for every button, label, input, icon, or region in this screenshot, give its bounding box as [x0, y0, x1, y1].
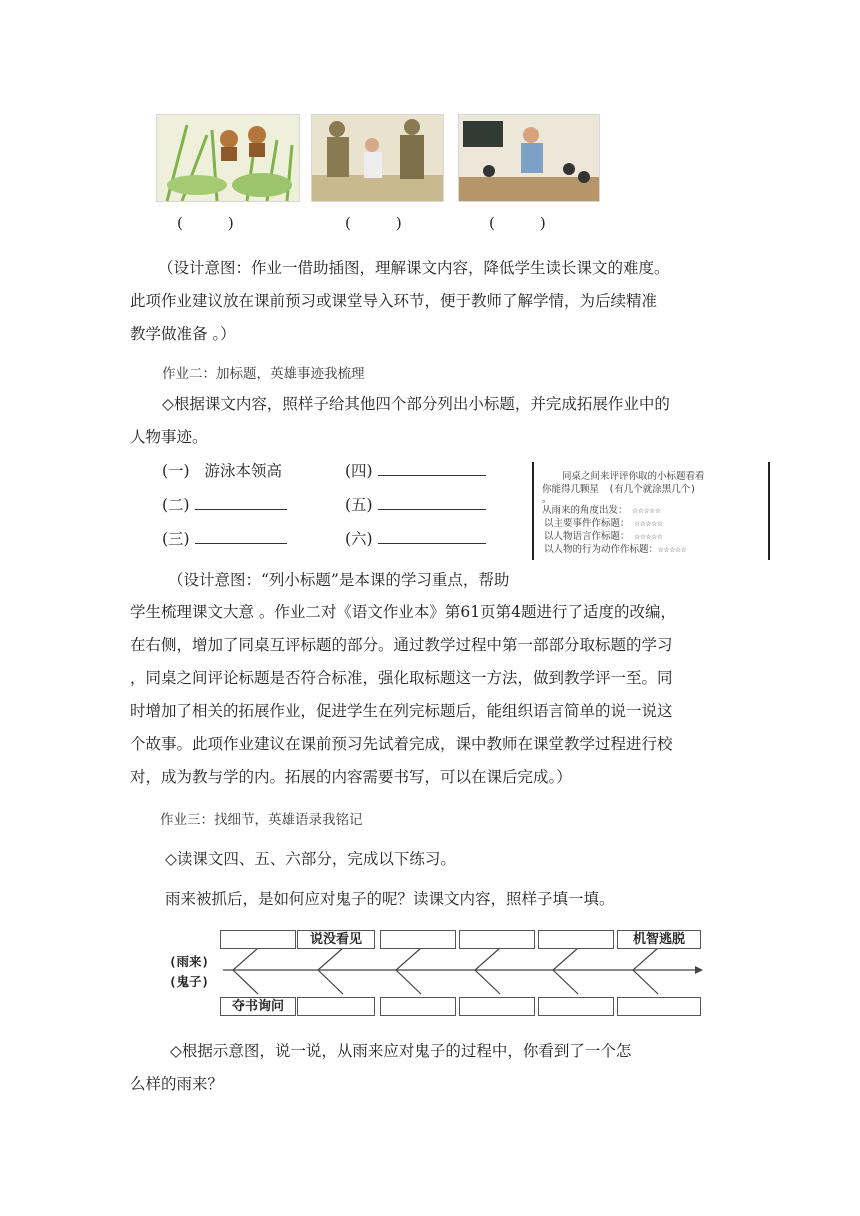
- eval-row-1[interactable]: 从雨来的角度出发： ☆☆☆☆☆: [542, 505, 661, 516]
- illustration-reeds: [156, 114, 300, 202]
- illustration-classroom: [458, 114, 600, 202]
- heading-label: (四): [345, 462, 373, 480]
- heading-blank[interactable]: [195, 495, 287, 510]
- eval-row-2[interactable]: 以主要事件作标题： ☆☆☆☆☆: [544, 518, 663, 529]
- heading-label: (一): [162, 462, 190, 480]
- fishbone-top-box-4[interactable]: [459, 930, 535, 949]
- caption-blank-1[interactable]: ( ): [177, 214, 234, 232]
- task3-instr: ◇读课文四、五、六部分，完成以下练习。: [165, 850, 456, 868]
- heading-blank[interactable]: [378, 529, 486, 544]
- label-yulai: (雨来): [169, 954, 210, 969]
- eval-dot: 。: [542, 494, 552, 505]
- fishbone-labels: [169, 952, 209, 992]
- fishbone-bottom-box-3[interactable]: [380, 997, 456, 1016]
- task3-question: 雨来被抓后，是如何应对鬼子的呢？读课文内容，照样子填一填。: [165, 890, 615, 908]
- fishbone-bottom-box-5[interactable]: [538, 997, 614, 1016]
- heading-item-4: [345, 455, 486, 488]
- heading-item-2: [162, 489, 287, 522]
- task3-title: 作业三：找细节，英雄语录我铭记: [160, 812, 363, 828]
- task2-title: 作业二：加标题，英雄事迹我梳理: [162, 366, 365, 382]
- intent1-line-2: 此项作业建议放在课前预习或课堂导入环节，便于教师了解学情，为后续精准: [130, 292, 658, 310]
- eval-row-3[interactable]: 以人物语言作标题： ☆☆☆☆☆: [544, 531, 663, 542]
- heading-label: (五): [345, 496, 373, 514]
- final-question-line-2: 么样的雨来？: [130, 1075, 224, 1093]
- task2-instr-line-1: ◇根据课文内容，照样子给其他四个部分列出小标题，并完成拓展作业中的: [162, 395, 670, 413]
- fishbone-top-box-3[interactable]: [380, 930, 456, 949]
- intent2-line-7: 对，成为教与学的内。拓展的内容需要书写，可以在课后完成。）: [130, 768, 572, 786]
- fishbone-top-box-5[interactable]: [538, 930, 614, 949]
- heading-label: (六): [345, 530, 373, 548]
- eval-line-2: 你能得几颗星 (有几个就涂黑几个): [542, 484, 696, 495]
- fishbone-bottom-box-6[interactable]: [617, 997, 701, 1016]
- peer-eval-box: [532, 462, 770, 560]
- intent1-line-3: 教学做准备 。）: [130, 325, 236, 343]
- intent2-line-4: ，同桌之间评论标题是否符合标准，强化取标题这一方法，做到教学评一至。同: [130, 669, 673, 687]
- heading-label: (二): [162, 496, 190, 514]
- eval-row-4[interactable]: 以人物的行为动作作标题：☆☆☆☆☆: [544, 544, 687, 555]
- heading-item-3: [162, 523, 287, 556]
- task2-instr-line-2: 人物事迹。: [130, 428, 208, 446]
- label-guizi: (鬼子): [169, 974, 210, 989]
- final-question-line-1: ◇根据示意图，说一说，从雨来应对鬼子的过程中，你看到了一个怎: [170, 1042, 632, 1060]
- intent2-line-5: 时增加了相关的拓展作业，促进学生在列完标题后，能组织语言简单的说一说这: [130, 702, 673, 720]
- fishbone-top-box-1[interactable]: [220, 930, 296, 949]
- illustration-soldiers: [311, 114, 444, 202]
- intent2-line-2: 学生梳理课文大意 。作业二对《语文作业本》第61页第4题进行了适度的改编，: [130, 603, 677, 621]
- caption-blank-3[interactable]: ( ): [489, 214, 546, 232]
- intent2-line-6: 个故事。此项作业建议在课前预习先试着完成，课中教师在课堂教学过程进行校: [130, 735, 673, 753]
- heading-blank[interactable]: [195, 529, 287, 544]
- heading-item-1: [162, 455, 282, 488]
- fishbone-bottom-box-1[interactable]: 夺书询问: [220, 997, 296, 1016]
- heading-blank[interactable]: [378, 461, 486, 476]
- fishbone-bottom-box-2[interactable]: [297, 997, 375, 1016]
- intent2-line-3: 在右侧，增加了同桌互评标题的部分。通过教学过程中第一部部分取标题的学习: [130, 636, 673, 654]
- fishbone-diagram: [163, 928, 703, 1020]
- caption-blank-2[interactable]: ( ): [345, 214, 402, 232]
- fishbone-bottom-box-4[interactable]: [459, 997, 535, 1016]
- fishbone-top-box-2[interactable]: 说没看见: [297, 930, 375, 949]
- fishbone-top-box-6[interactable]: 机智逃脱: [617, 930, 701, 949]
- heading-value: 游泳本领高: [204, 462, 283, 480]
- heading-label: (三): [162, 530, 190, 548]
- heading-blank[interactable]: [378, 495, 486, 510]
- heading-item-6: [345, 523, 486, 556]
- intent2-line-1: （设计意图：“列小标题”是本课的学习重点，帮助: [168, 571, 510, 589]
- eval-line-1: 同桌之间来评评你取的小标题看看: [562, 471, 705, 482]
- intent1-line-1: （设计意图：作业一借助插图，理解课文内容，降低学生读长课文的难度。: [158, 259, 670, 277]
- heading-item-5: [345, 489, 486, 522]
